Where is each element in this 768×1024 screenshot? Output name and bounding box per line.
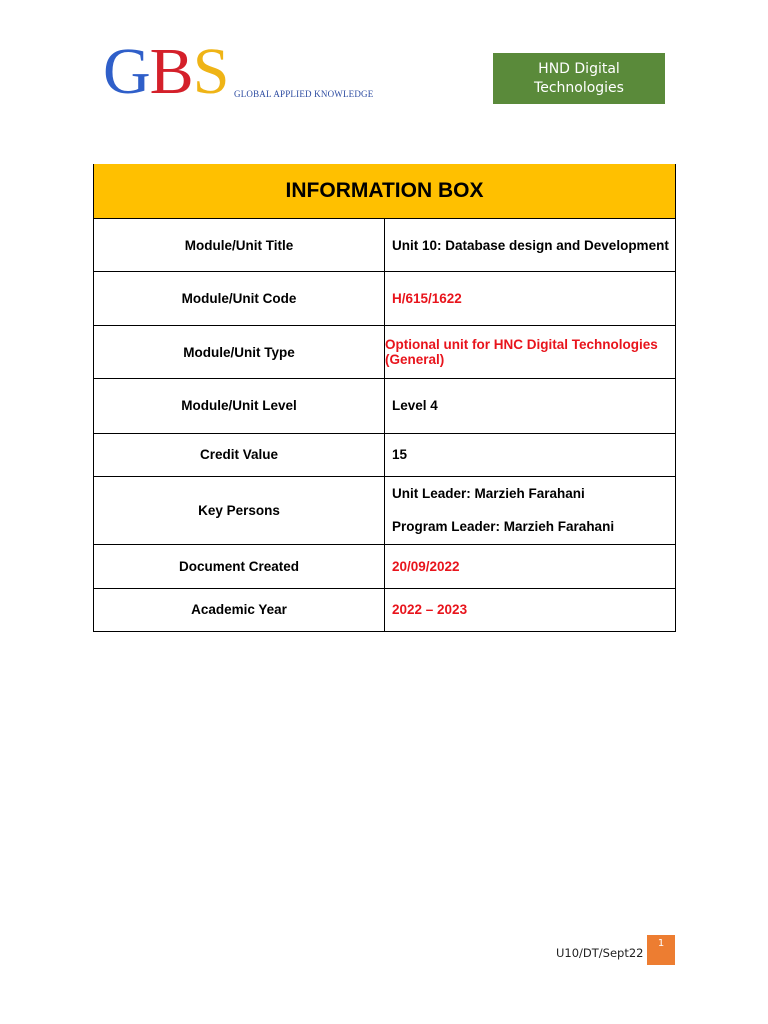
document-created-value: 20/09/2022 [385,544,676,588]
page-number: 1 [647,935,675,965]
key-persons-label: Key Persons [94,476,385,544]
credit-value-value: 15 [385,433,676,476]
document-created-label: Document Created [94,544,385,588]
programme-badge-text: HND Digital Technologies [534,60,624,96]
academic-year-label: Academic Year [94,588,385,631]
table-row [94,219,676,272]
module-level-label: Module/Unit Level [94,379,385,433]
module-title-value: Unit 10: Database design and Development [385,219,676,272]
module-code-label: Module/Unit Code [94,272,385,326]
credit-value-label: Credit Value [94,433,385,476]
table-row [94,326,676,379]
table-row [94,272,676,326]
key-persons-value [385,476,676,544]
table-row [94,476,676,544]
table-row [94,379,676,433]
table-row [94,433,676,476]
table-row [94,544,676,588]
unit-leader: Unit Leader: Marzieh Farahani [392,485,585,501]
logo-letters [103,35,229,108]
gbs-logo [103,35,374,108]
academic-year-value: 2022 – 2023 [385,588,676,631]
module-type-value: Optional unit for HNC Digital Technologies (General) [385,326,676,379]
document-reference: U10/DT/Sept22 [556,946,644,960]
logo-letter-s: S [192,35,229,108]
information-box-title: INFORMATION BOX [94,164,676,219]
module-title-label: Module/Unit Title [94,219,385,272]
information-box-table [93,164,676,632]
programme-badge [493,53,665,104]
logo-letter-b: B [149,35,193,108]
logo-letter-g: G [103,35,150,108]
logo-tagline: GLOBAL APPLIED KNOWLEDGE [234,89,374,99]
program-leader: Program Leader: Marzieh Farahani [392,518,615,534]
module-code-value: H/615/1622 [385,272,676,326]
table-row [94,588,676,631]
module-type-label: Module/Unit Type [94,326,385,379]
module-level-value: Level 4 [385,379,676,433]
